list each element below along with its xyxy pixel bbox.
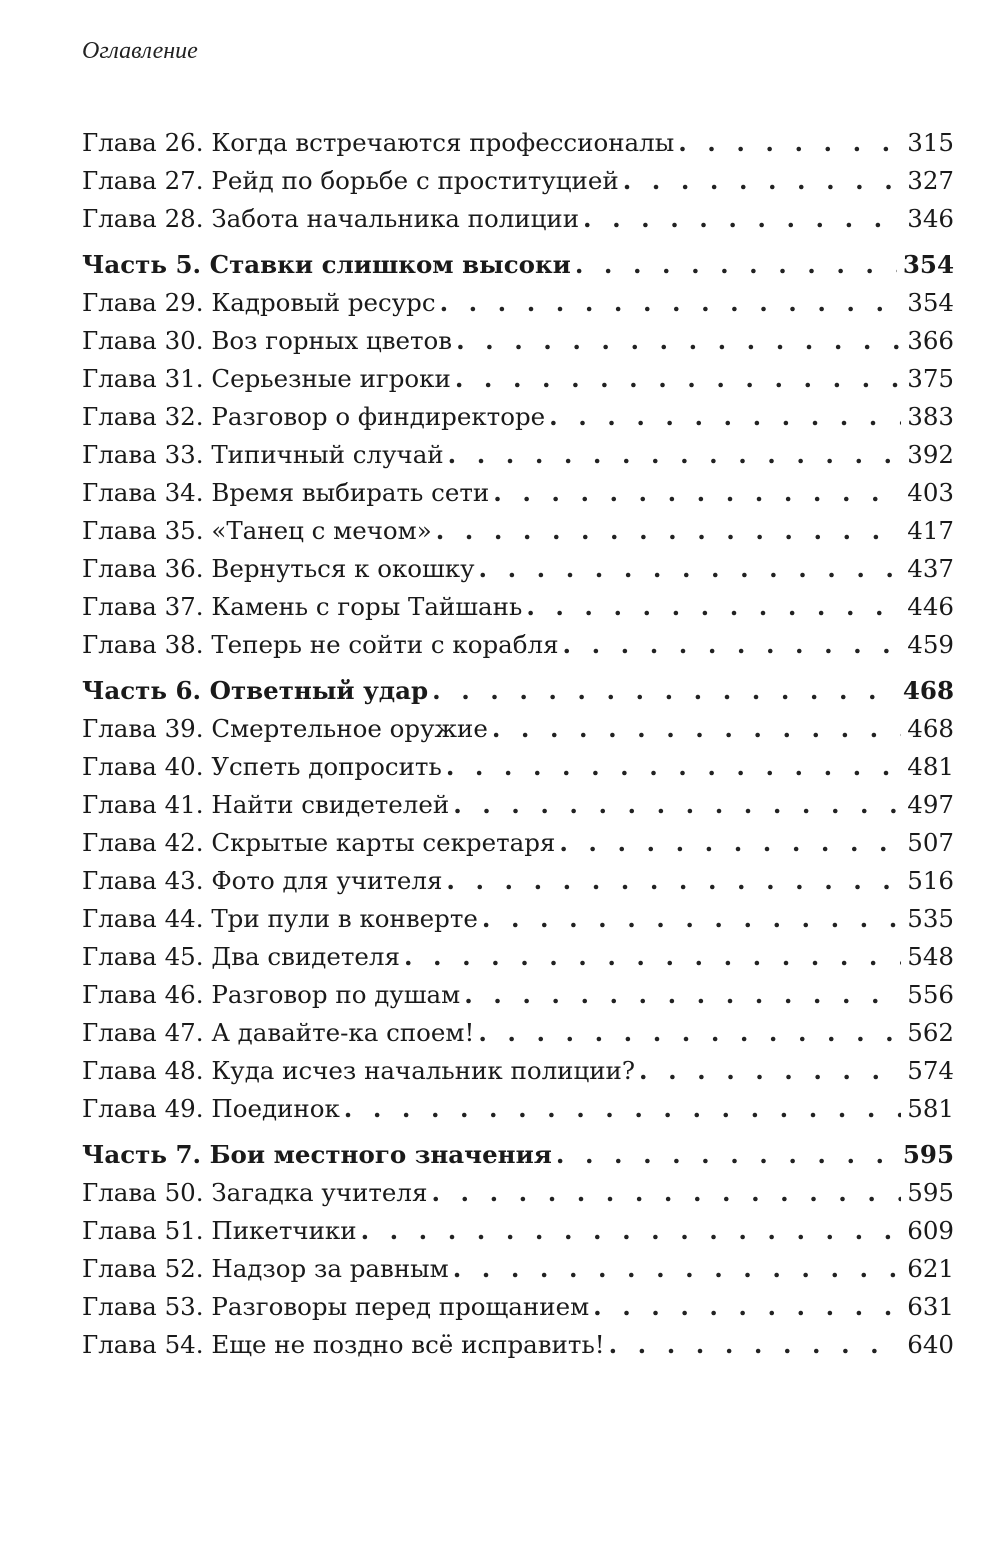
toc-entry-title: Глава 32. Разговор о финдиректоре <box>82 402 546 431</box>
toc-entry-title: Глава 31. Серьезные игроки <box>82 364 451 393</box>
toc-entry-title: Глава 29. Кадровый ресурс <box>82 288 436 317</box>
dot-leader <box>575 246 897 284</box>
dot-leader <box>478 1014 901 1052</box>
toc-chapter-entry <box>82 162 954 200</box>
toc-chapter-entry <box>82 938 954 976</box>
running-head: Оглавление <box>82 38 198 64</box>
toc-entry-title: Глава 45. Два свидетеля <box>82 942 400 971</box>
toc-entry-page-number: 581 <box>907 1094 954 1123</box>
dot-leader <box>639 1052 901 1090</box>
dot-leader <box>623 162 902 200</box>
toc-chapter-entry <box>82 748 954 786</box>
toc-entry-title: Глава 26. Когда встречаются профессионалы <box>82 128 675 157</box>
toc-chapter-entry <box>82 398 954 436</box>
toc-entry-title: Глава 38. Теперь не сойти с корабля <box>82 630 559 659</box>
toc-entry-page-number: 595 <box>902 1140 954 1169</box>
toc-part-entry <box>82 1136 954 1174</box>
dot-leader <box>432 672 897 710</box>
toc-chapter-entry <box>82 1052 954 1090</box>
dot-leader <box>361 1212 902 1250</box>
toc-entry-title: Глава 50. Загадка учителя <box>82 1178 428 1207</box>
dot-leader <box>678 124 901 162</box>
dot-leader <box>448 436 902 474</box>
toc-entry-page-number: 315 <box>907 128 954 157</box>
toc-entry-page-number: 507 <box>907 828 954 857</box>
toc-entry-page-number: 346 <box>907 204 954 233</box>
toc-entry-page-number: 640 <box>907 1330 954 1359</box>
toc-chapter-entry <box>82 862 954 900</box>
toc-entry-page-number: 392 <box>907 440 954 469</box>
toc-entry-title: Глава 54. Еще не поздно всё исправить! <box>82 1330 605 1359</box>
toc-entry-page-number: 468 <box>902 676 954 705</box>
toc-entry-title: Глава 37. Камень с горы Тайшань <box>82 592 523 621</box>
toc-entry-page-number: 609 <box>907 1216 954 1245</box>
toc-entry-title: Глава 52. Надзор за равным <box>82 1254 449 1283</box>
toc-entry-page-number: 468 <box>907 714 954 743</box>
dot-leader <box>563 626 902 664</box>
toc-entry-page-number: 327 <box>907 166 954 195</box>
toc-entry-title: Глава 34. Время выбирать сети <box>82 478 490 507</box>
toc-entry-title: Глава 47. А давайте-ка споем! <box>82 1018 475 1047</box>
toc-chapter-entry <box>82 436 954 474</box>
toc-entry-page-number: 437 <box>907 554 954 583</box>
toc-part-entry <box>82 672 954 710</box>
dot-leader <box>559 824 901 862</box>
dot-leader <box>482 900 901 938</box>
toc-entry-title: Глава 35. «Танец с мечом» <box>82 516 432 545</box>
toc-chapter-entry <box>82 1212 954 1250</box>
toc-chapter-entry <box>82 1090 954 1128</box>
toc-chapter-entry <box>82 1250 954 1288</box>
toc-entry-title: Глава 39. Смертельное оружие <box>82 714 488 743</box>
toc-entry-page-number: 459 <box>907 630 954 659</box>
dot-leader <box>549 398 901 436</box>
toc-entry-page-number: 621 <box>907 1254 954 1283</box>
toc-entry-title: Глава 46. Разговор по душам <box>82 980 461 1009</box>
toc-chapter-entry <box>82 1288 954 1326</box>
toc-chapter-entry <box>82 512 954 550</box>
dot-leader <box>455 360 901 398</box>
toc-chapter-entry <box>82 976 954 1014</box>
toc-chapter-entry <box>82 626 954 664</box>
dot-leader <box>453 1250 902 1288</box>
dot-leader <box>479 550 902 588</box>
toc-entry-page-number: 366 <box>907 326 954 355</box>
dot-leader <box>492 710 901 748</box>
toc-entry-title: Глава 33. Типичный случай <box>82 440 444 469</box>
toc-entry-title: Глава 53. Разговоры перед прощанием <box>82 1292 590 1321</box>
toc-part-entry <box>82 246 954 284</box>
toc-chapter-entry <box>82 824 954 862</box>
dot-leader <box>526 588 901 626</box>
toc-entry-page-number: 354 <box>902 250 954 279</box>
toc-chapter-entry <box>82 550 954 588</box>
dot-leader <box>453 786 901 824</box>
toc-entry-page-number: 417 <box>907 516 954 545</box>
toc-entry-title: Глава 43. Фото для учителя <box>82 866 443 895</box>
toc-entry-page-number: 631 <box>907 1292 954 1321</box>
toc-entry-title: Глава 30. Воз горных цветов <box>82 326 453 355</box>
dot-leader <box>583 200 901 238</box>
toc-chapter-entry <box>82 322 954 360</box>
toc-chapter-entry <box>82 588 954 626</box>
toc-entry-page-number: 574 <box>907 1056 954 1085</box>
toc-chapter-entry <box>82 284 954 322</box>
toc-entry-page-number: 497 <box>907 790 954 819</box>
toc-chapter-entry <box>82 360 954 398</box>
toc-entry-title: Глава 42. Скрытые карты секретаря <box>82 828 556 857</box>
dot-leader <box>440 284 902 322</box>
dot-leader <box>344 1090 901 1128</box>
dot-leader <box>609 1326 902 1364</box>
toc-entry-page-number: 354 <box>907 288 954 317</box>
toc-entry-title: Глава 44. Три пули в конверте <box>82 904 478 933</box>
toc-chapter-entry <box>82 200 954 238</box>
toc-entry-page-number: 516 <box>907 866 954 895</box>
toc-entry-title: Глава 36. Вернуться к окошку <box>82 554 475 583</box>
toc-chapter-entry <box>82 124 954 162</box>
dot-leader <box>593 1288 901 1326</box>
dot-leader <box>556 1136 897 1174</box>
dot-leader <box>404 938 901 976</box>
toc-chapter-entry <box>82 474 954 512</box>
toc-entry-page-number: 548 <box>907 942 954 971</box>
toc-entry-page-number: 595 <box>907 1178 954 1207</box>
toc-entry-title: Глава 27. Рейд по борьбе с проституцией <box>82 166 619 195</box>
dot-leader <box>431 1174 901 1212</box>
dot-leader <box>436 512 902 550</box>
toc-entry-title: Часть 6. Ответный удар <box>82 676 429 705</box>
toc-entry-title: Глава 40. Успеть допросить <box>82 752 442 781</box>
toc-entry-title: Глава 48. Куда исчез начальник полиции? <box>82 1056 636 1085</box>
toc-chapter-entry <box>82 786 954 824</box>
dot-leader <box>446 862 901 900</box>
dot-leader <box>493 474 901 512</box>
toc-entry-title: Глава 41. Найти свидетелей <box>82 790 450 819</box>
toc-entry-page-number: 403 <box>907 478 954 507</box>
toc-entry-title: Глава 51. Пикетчики <box>82 1216 357 1245</box>
toc-entry-page-number: 383 <box>907 402 954 431</box>
toc-chapter-entry <box>82 1014 954 1052</box>
toc-entry-page-number: 446 <box>907 592 954 621</box>
toc-entry-page-number: 535 <box>907 904 954 933</box>
dot-leader <box>456 322 901 360</box>
toc-entry-page-number: 375 <box>907 364 954 393</box>
toc-chapter-entry <box>82 1174 954 1212</box>
toc-chapter-entry <box>82 900 954 938</box>
toc-entry-title: Часть 5. Ставки слишком высоки <box>82 250 571 279</box>
toc-chapter-entry <box>82 1326 954 1364</box>
toc-chapter-entry <box>82 710 954 748</box>
toc-entry-page-number: 556 <box>907 980 954 1009</box>
dot-leader <box>464 976 901 1014</box>
toc-entry-title: Часть 7. Бои местного значения <box>82 1140 552 1169</box>
toc-entry-title: Глава 28. Забота начальника полиции <box>82 204 580 233</box>
table-of-contents <box>82 124 954 1364</box>
toc-entry-page-number: 562 <box>907 1018 954 1047</box>
dot-leader <box>446 748 901 786</box>
toc-entry-title: Глава 49. Поединок <box>82 1094 340 1123</box>
toc-entry-page-number: 481 <box>907 752 954 781</box>
